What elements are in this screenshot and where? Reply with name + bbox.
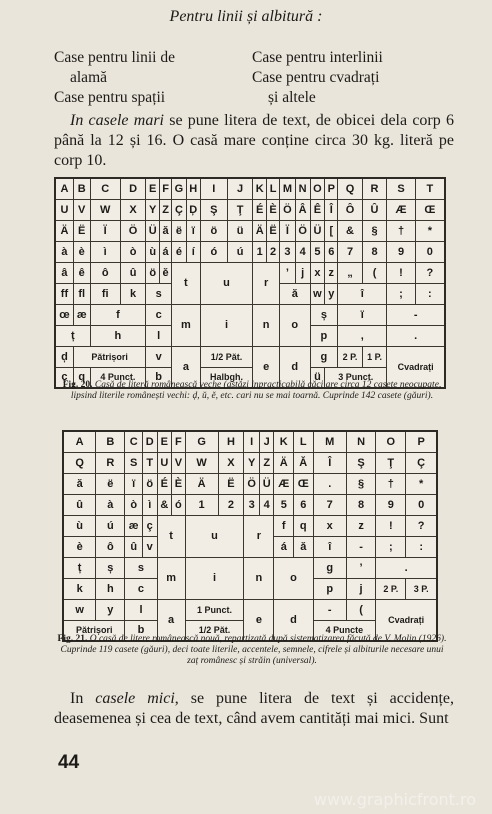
case-cell: o bbox=[274, 557, 313, 599]
case-cell: H bbox=[218, 431, 244, 452]
case-cell: k bbox=[63, 578, 96, 599]
case-cell: 5 bbox=[310, 241, 325, 262]
paragraph-text: se pune litera de text, de obicei dela corp 6 până la 12 și 16. O casă mare conține circa 30 kg. literă pe corp 10. bbox=[54, 112, 454, 169]
case-cell: F bbox=[172, 431, 186, 452]
case-cell: ì bbox=[90, 241, 120, 262]
figure-caption-20 bbox=[56, 380, 448, 402]
case-cell: 1/2 Păt. bbox=[200, 346, 253, 367]
case-cell: ö bbox=[200, 220, 227, 241]
case-cell: Ü bbox=[146, 220, 160, 241]
caption-text: O casă de litere românească nouă, repartizată după sistematizarea făcută de V. Molin (1926). Cuprinde 119 casete (găuri), deci toate literile, accentele, semnele, cifrele și albiturile necesare unui zaț românesc și străin (universal). bbox=[60, 634, 447, 666]
case-cell: Æ bbox=[274, 473, 294, 494]
case-cell: 9 bbox=[387, 241, 415, 262]
case-cell: í bbox=[186, 241, 200, 262]
figure-label: Fig. 21. bbox=[57, 634, 88, 644]
case-cell: S bbox=[387, 178, 415, 199]
case-cell: Ö bbox=[244, 473, 260, 494]
case-cell: d bbox=[274, 599, 313, 641]
case-cell: E bbox=[157, 431, 172, 452]
case-cell: * bbox=[406, 473, 437, 494]
case-cell: ă bbox=[160, 220, 172, 241]
case-cell: È bbox=[267, 199, 280, 220]
list-cell: Case pentru spații bbox=[54, 89, 166, 106]
case-cell: R bbox=[96, 452, 125, 473]
case-cell: k bbox=[120, 283, 145, 304]
case-cell: m bbox=[157, 557, 185, 599]
case-cell: P bbox=[406, 431, 437, 452]
case-cell: G bbox=[185, 431, 218, 452]
case-cell: j bbox=[295, 262, 310, 283]
case-cell: ? bbox=[415, 262, 445, 283]
case-cell: ș bbox=[310, 304, 338, 325]
case-cell: û bbox=[63, 494, 96, 515]
case-cell: æ bbox=[125, 515, 143, 536]
case-cell: ë bbox=[172, 220, 187, 241]
case-cell: Ü bbox=[259, 473, 274, 494]
case-cell: z bbox=[346, 515, 375, 536]
case-cell: ú bbox=[227, 241, 252, 262]
case-cell: 2 bbox=[267, 241, 280, 262]
case-cell: ț bbox=[63, 557, 96, 578]
case-cell: ’ bbox=[280, 262, 296, 283]
case-cell: M bbox=[280, 178, 296, 199]
case-cell: È bbox=[172, 473, 186, 494]
case-cell: 6 bbox=[294, 494, 314, 515]
case-cell: G bbox=[172, 178, 187, 199]
case-cell: b bbox=[146, 367, 172, 388]
case-cell: ï bbox=[338, 304, 387, 325]
case-cell: § bbox=[346, 473, 375, 494]
case-cell: u bbox=[185, 515, 244, 557]
case-cell: 3 P. bbox=[406, 578, 437, 599]
case-cell: W bbox=[185, 452, 218, 473]
case-cell: fl bbox=[73, 283, 90, 304]
case-cell: b bbox=[125, 620, 157, 641]
case-cell: 9 bbox=[376, 494, 406, 515]
case-cell: x bbox=[310, 262, 325, 283]
case-cell: œ bbox=[55, 304, 73, 325]
case-cell: 7 bbox=[338, 241, 363, 262]
italic-term: In casele mari bbox=[70, 112, 164, 129]
list-cell: Case pentru cvadrați bbox=[252, 69, 380, 86]
section-heading: Pentru linii și albitură : bbox=[169, 8, 323, 25]
case-cell: ù bbox=[146, 241, 160, 262]
case-cell: O bbox=[310, 178, 325, 199]
case-cell: 3 bbox=[280, 241, 296, 262]
case-cell: Ä bbox=[274, 452, 294, 473]
case-cell: Ç bbox=[406, 452, 437, 473]
case-cell: H bbox=[186, 178, 200, 199]
case-cell: p bbox=[310, 325, 338, 346]
case-cell: ! bbox=[387, 262, 415, 283]
case-cell: É bbox=[157, 473, 172, 494]
case-cell: c bbox=[146, 304, 172, 325]
case-cell: ü bbox=[227, 220, 252, 241]
case-cell: „ bbox=[338, 262, 363, 283]
case-cell: ĕ bbox=[160, 262, 172, 283]
case-cell: 4 bbox=[295, 241, 310, 262]
case-cell: é bbox=[172, 241, 187, 262]
case-cell: ö bbox=[142, 473, 157, 494]
figure-caption-21 bbox=[56, 634, 448, 667]
case-cell: ; bbox=[387, 283, 415, 304]
case-cell: ç bbox=[55, 367, 73, 388]
case-cell: fi bbox=[90, 283, 120, 304]
case-cell: Œ bbox=[294, 473, 314, 494]
case-cell: Y bbox=[146, 199, 160, 220]
case-cell: ò bbox=[120, 241, 145, 262]
case-cell: y bbox=[325, 283, 338, 304]
case-cell: 2 bbox=[218, 494, 244, 515]
case-cell: I bbox=[244, 431, 260, 452]
case-cell: ă bbox=[63, 473, 96, 494]
case-cell: [ bbox=[325, 220, 338, 241]
case-cell: Ë bbox=[267, 220, 280, 241]
case-cell: 1 bbox=[185, 494, 218, 515]
case-cell: n bbox=[244, 557, 274, 599]
case-cell: Cvadrați bbox=[387, 346, 445, 388]
case-cell: 1/2 Păt. bbox=[185, 620, 244, 641]
case-cell: p bbox=[313, 578, 346, 599]
case-cell: h bbox=[96, 578, 125, 599]
case-cell: F bbox=[160, 178, 172, 199]
case-cell: s bbox=[125, 557, 157, 578]
case-cell: Î bbox=[325, 199, 338, 220]
case-cell: Î bbox=[313, 452, 346, 473]
case-cell: O bbox=[376, 431, 406, 452]
case-cell: . bbox=[376, 557, 437, 578]
paragraph-text: , se pune litera de text și accidențe, deasemenea și cea de text, când avem cantități mai mici. Sunt bbox=[54, 690, 455, 727]
paragraph-prefix: In bbox=[70, 690, 96, 707]
case-cell: K bbox=[274, 431, 294, 452]
case-cell: ț bbox=[55, 325, 90, 346]
case-cell: v bbox=[142, 536, 157, 557]
case-cell: c bbox=[125, 578, 157, 599]
case-cell: Ş bbox=[346, 452, 375, 473]
case-cell: 1 bbox=[253, 241, 267, 262]
case-cell: Ţ bbox=[376, 452, 406, 473]
case-cell: ș bbox=[96, 557, 125, 578]
case-cell: 2 P. bbox=[338, 346, 363, 367]
case-cell: 5 bbox=[274, 494, 294, 515]
case-cell: l bbox=[146, 325, 172, 346]
list-row bbox=[54, 48, 454, 68]
case-cell: n bbox=[253, 304, 280, 346]
case-cell: f bbox=[90, 304, 146, 325]
case-cell: S bbox=[125, 452, 143, 473]
case-cell: Ê bbox=[310, 199, 325, 220]
case-cell: : bbox=[415, 283, 445, 304]
case-cell: Œ bbox=[415, 199, 445, 220]
case-cell: D bbox=[120, 178, 145, 199]
case-cell: w bbox=[63, 599, 96, 620]
case-cell: U bbox=[157, 452, 172, 473]
case-cell: U bbox=[55, 199, 73, 220]
case-cell: 2 P. bbox=[376, 578, 406, 599]
case-cell: ? bbox=[406, 515, 437, 536]
case-cell: ò bbox=[125, 494, 143, 515]
case-cell: y bbox=[96, 599, 125, 620]
case-cell: C bbox=[90, 178, 120, 199]
case-cell: Â bbox=[295, 199, 310, 220]
case-cell: 8 bbox=[346, 494, 375, 515]
case-cell: ë bbox=[96, 473, 125, 494]
italic-term: casele mici bbox=[95, 690, 175, 707]
case-cell: & bbox=[338, 220, 363, 241]
case-cell: Ö bbox=[280, 199, 296, 220]
paragraph-small-cases bbox=[54, 689, 454, 729]
caption-text: Casă de literă românească veche (astăzi inpracticabilă căci are circa 12 casete neocupate, lipsind literile românești vechi: ḑ, ŭ, ĕ, etc. cari nu se mai toarnă. Cuprinde 142 casete (găuri). bbox=[70, 380, 442, 401]
case-cell: o bbox=[280, 304, 311, 346]
case-cell: * bbox=[415, 220, 445, 241]
case-cell: , bbox=[338, 325, 387, 346]
case-cell: Ü bbox=[310, 220, 325, 241]
case-cell: 8 bbox=[362, 241, 387, 262]
case-cell: l bbox=[125, 599, 157, 620]
case-cell: Ä bbox=[55, 220, 73, 241]
case-cell: Ï bbox=[90, 220, 120, 241]
case-cell: T bbox=[415, 178, 445, 199]
case-cell: ç bbox=[142, 515, 157, 536]
case-cell: 4 Punct. bbox=[90, 367, 146, 388]
case-cell: ă bbox=[280, 283, 311, 304]
case-cell: 1 Punct. bbox=[185, 599, 244, 620]
case-cell: T bbox=[142, 452, 157, 473]
case-cell: t bbox=[157, 515, 185, 557]
case-cell: e bbox=[253, 346, 280, 388]
case-cell: Pătrișori bbox=[73, 346, 145, 367]
case-cell: - bbox=[346, 536, 375, 557]
case-cell: á bbox=[160, 241, 172, 262]
case-cell: ú bbox=[96, 515, 125, 536]
case-cell: Ö bbox=[120, 220, 145, 241]
case-cell: ï bbox=[186, 220, 200, 241]
case-cell: r bbox=[253, 262, 280, 304]
case-cell: Û bbox=[362, 199, 387, 220]
case-cell: â bbox=[55, 262, 73, 283]
case-cell: ’ bbox=[346, 557, 375, 578]
case-cell: Ö bbox=[295, 220, 310, 241]
case-cell: M bbox=[313, 431, 346, 452]
case-cell: ê bbox=[73, 262, 90, 283]
case-cell: B bbox=[96, 431, 125, 452]
case-cell: j bbox=[346, 578, 375, 599]
case-cell: X bbox=[120, 199, 145, 220]
case-cell: v bbox=[146, 346, 172, 367]
case-cell: ó bbox=[172, 494, 186, 515]
case-cell: è bbox=[73, 241, 90, 262]
case-cell: K bbox=[253, 178, 267, 199]
case-cell: Ş bbox=[200, 199, 227, 220]
case-cell: è bbox=[63, 536, 96, 557]
case-cell: Ä bbox=[253, 220, 267, 241]
case-cell: Ë bbox=[73, 220, 90, 241]
case-cell: I bbox=[200, 178, 227, 199]
case-cell: 4 bbox=[259, 494, 274, 515]
case-cell: W bbox=[90, 199, 120, 220]
case-cell: 4 Puncte bbox=[313, 620, 376, 641]
watermark: www.graphicfront.ro bbox=[313, 790, 476, 809]
case-cell: A bbox=[63, 431, 96, 452]
case-cell: ff bbox=[55, 283, 73, 304]
case-cell: ! bbox=[376, 515, 406, 536]
case-cell: 0 bbox=[415, 241, 445, 262]
case-cell: ì bbox=[142, 494, 157, 515]
case-cell: Ë bbox=[218, 473, 244, 494]
case-cell: E bbox=[146, 178, 160, 199]
case-cell: ḑ bbox=[55, 346, 73, 367]
case-types-list bbox=[54, 48, 454, 108]
case-cell: i bbox=[200, 304, 253, 346]
case-cell: g bbox=[310, 346, 338, 367]
case-cell: á bbox=[274, 536, 294, 557]
case-cell: J bbox=[227, 178, 252, 199]
case-cell: ă bbox=[294, 536, 314, 557]
figure-label: Fig. 20. bbox=[62, 380, 93, 390]
case-cell: i bbox=[185, 557, 244, 599]
case-cell: 1 P. bbox=[362, 346, 387, 367]
case-cell: D bbox=[142, 431, 157, 452]
case-cell: ô bbox=[90, 262, 120, 283]
case-cell: V bbox=[172, 452, 186, 473]
case-cell: f bbox=[274, 515, 294, 536]
case-cell: a bbox=[172, 346, 201, 388]
case-cell: î bbox=[338, 283, 387, 304]
case-cell: Z bbox=[259, 452, 274, 473]
case-cell: s bbox=[146, 283, 172, 304]
case-cell: ö bbox=[146, 262, 160, 283]
case-cell: N bbox=[295, 178, 310, 199]
case-cell: N bbox=[346, 431, 375, 452]
case-cell: z bbox=[325, 262, 338, 283]
case-cell: Ï bbox=[280, 220, 296, 241]
page-number: 44 bbox=[58, 752, 80, 773]
case-cell: î bbox=[313, 536, 346, 557]
case-cell: w bbox=[310, 283, 325, 304]
case-cell: x bbox=[313, 515, 346, 536]
list-row bbox=[54, 88, 454, 108]
list-cell: Case pentru interlinii bbox=[252, 49, 383, 66]
paragraph-large-cases bbox=[54, 111, 454, 171]
case-cell: Q bbox=[338, 178, 363, 199]
case-cell: ù bbox=[63, 515, 96, 536]
case-cell: d bbox=[280, 346, 311, 388]
case-cell: 6 bbox=[325, 241, 338, 262]
case-cell: 3 Punct. bbox=[325, 367, 387, 388]
case-cell: † bbox=[376, 473, 406, 494]
case-cell: h bbox=[90, 325, 146, 346]
list-cell: și altele bbox=[268, 89, 316, 106]
case-cell: ï bbox=[125, 473, 143, 494]
case-cell: V bbox=[73, 199, 90, 220]
case-cell: Ä bbox=[185, 473, 218, 494]
case-cell: à bbox=[96, 494, 125, 515]
list-cell: Case pentru linii de bbox=[54, 49, 175, 66]
case-cell: J bbox=[259, 431, 274, 452]
case-cell: Ô bbox=[338, 199, 363, 220]
case-cell: B bbox=[73, 178, 90, 199]
type-case-table-old bbox=[54, 177, 446, 389]
case-cell: C bbox=[125, 431, 143, 452]
case-cell: m bbox=[172, 304, 201, 346]
case-cell: û bbox=[120, 262, 145, 283]
case-cell: ô bbox=[96, 536, 125, 557]
case-cell: § bbox=[362, 220, 387, 241]
case-cell: ü bbox=[310, 367, 325, 388]
type-case-table-new bbox=[62, 430, 438, 642]
case-cell: Y bbox=[244, 452, 260, 473]
case-cell: Æ bbox=[387, 199, 415, 220]
case-cell: - bbox=[387, 304, 445, 325]
case-cell: q bbox=[73, 367, 90, 388]
case-cell: : bbox=[406, 536, 437, 557]
case-cell: Pătrișori bbox=[63, 620, 125, 641]
case-cell: Ç bbox=[172, 199, 187, 220]
case-cell: 0 bbox=[406, 494, 437, 515]
list-row bbox=[54, 68, 454, 88]
case-cell: u bbox=[200, 262, 253, 304]
case-cell: e bbox=[244, 599, 274, 641]
case-cell: X bbox=[218, 452, 244, 473]
case-cell: r bbox=[244, 515, 274, 557]
case-cell: R bbox=[362, 178, 387, 199]
case-cell: ( bbox=[362, 262, 387, 283]
case-cell: . bbox=[387, 325, 445, 346]
case-cell: æ bbox=[73, 304, 90, 325]
list-cell: alamă bbox=[70, 69, 108, 86]
case-cell: L bbox=[294, 431, 314, 452]
case-cell: Ţ bbox=[227, 199, 252, 220]
case-cell: P bbox=[325, 178, 338, 199]
case-cell: Q bbox=[63, 452, 96, 473]
case-cell: & bbox=[157, 494, 172, 515]
case-cell: 3 bbox=[244, 494, 260, 515]
case-cell: A bbox=[55, 178, 73, 199]
case-cell: Ḑ bbox=[186, 199, 200, 220]
case-cell: g bbox=[313, 557, 346, 578]
case-cell: q bbox=[294, 515, 314, 536]
case-cell: L bbox=[267, 178, 280, 199]
case-cell: É bbox=[253, 199, 267, 220]
case-cell: à bbox=[55, 241, 73, 262]
case-cell: ó bbox=[200, 241, 227, 262]
case-cell: Ă bbox=[294, 452, 314, 473]
case-cell: û bbox=[125, 536, 143, 557]
case-cell: ; bbox=[376, 536, 406, 557]
case-cell: . bbox=[313, 473, 346, 494]
case-cell: - bbox=[313, 599, 346, 620]
case-cell: Halbgh. bbox=[200, 367, 253, 388]
case-cell: 7 bbox=[313, 494, 346, 515]
case-cell: Cvadrați bbox=[376, 599, 437, 641]
case-cell: Z bbox=[160, 199, 172, 220]
case-cell: t bbox=[172, 262, 201, 304]
case-cell: ( bbox=[346, 599, 375, 620]
case-cell: † bbox=[387, 220, 415, 241]
case-cell: a bbox=[157, 599, 185, 641]
